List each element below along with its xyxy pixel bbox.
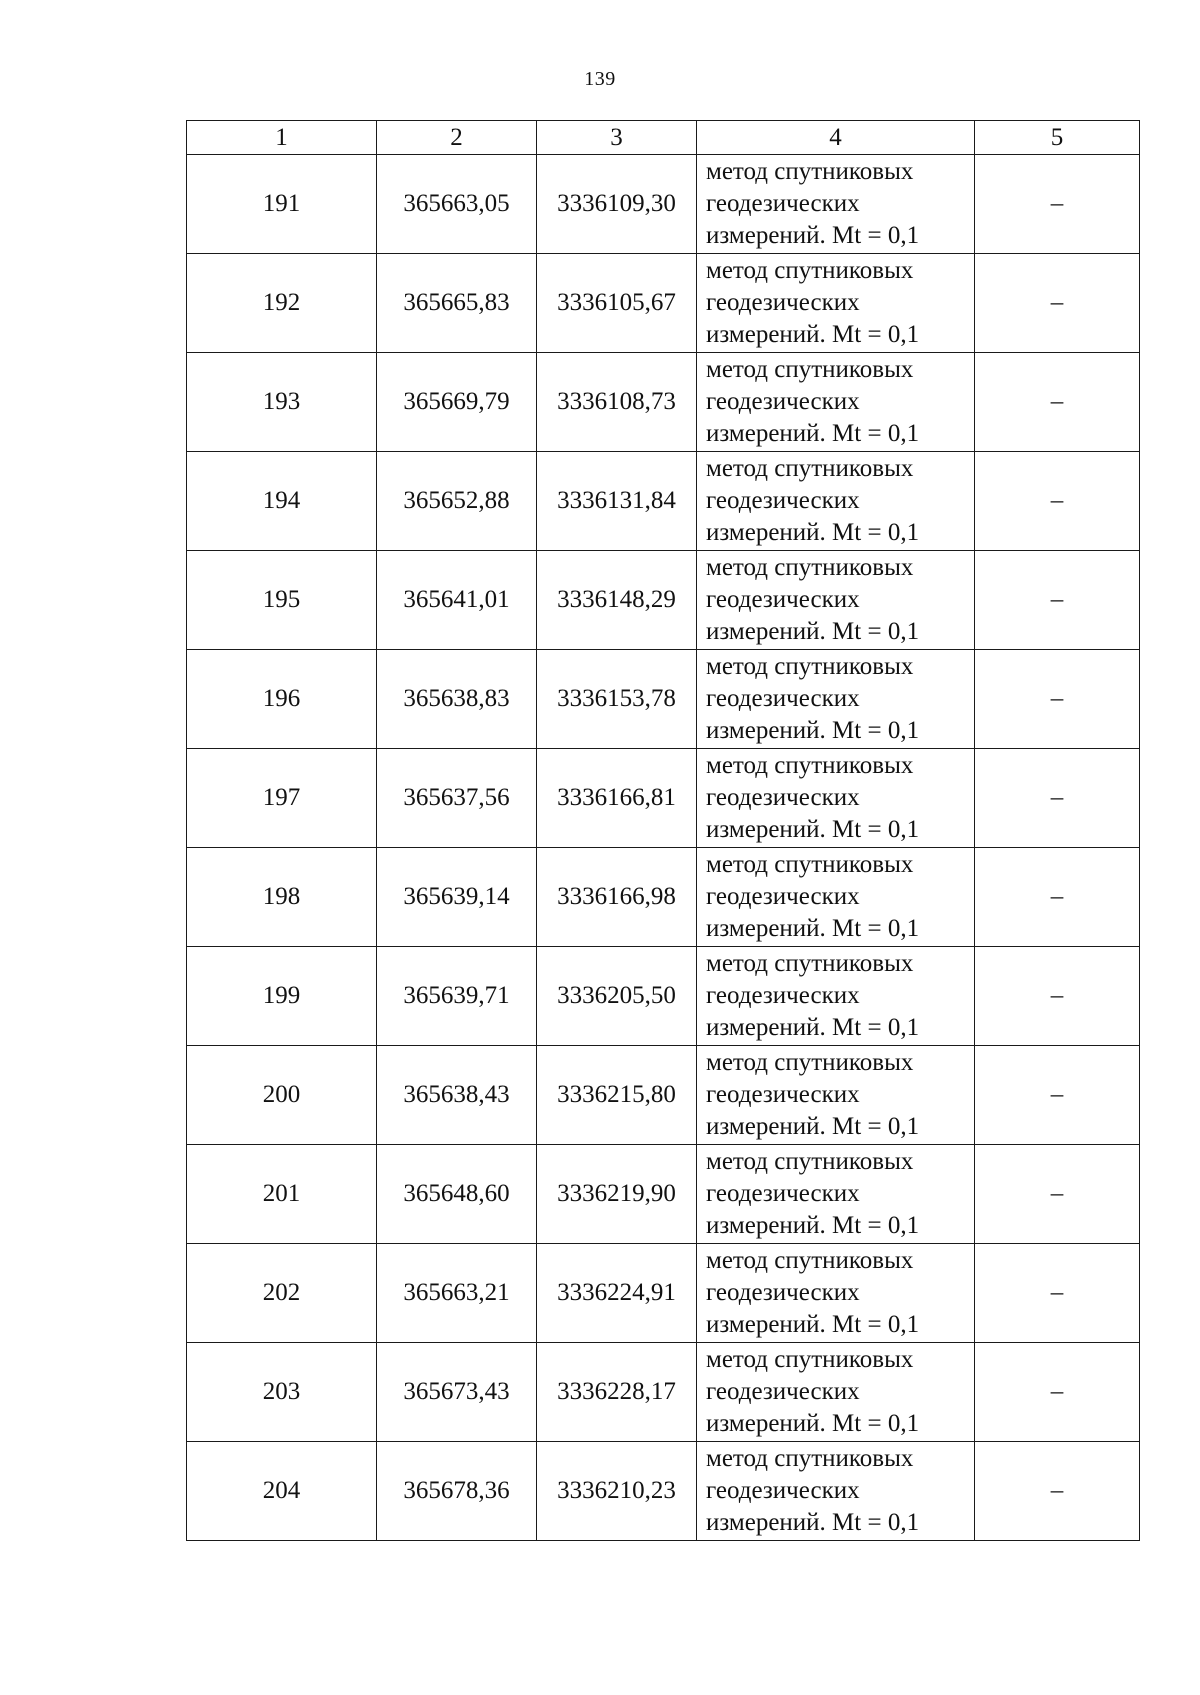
method-text-line-3: измерений. Mt = 0,1	[706, 618, 920, 645]
table-row	[187, 1046, 1140, 1145]
point-number-cell: 193	[187, 353, 377, 452]
method-text-line-2: геодезических	[706, 1477, 860, 1504]
method-text-line-1: метод спутниковых	[706, 653, 914, 680]
x-coordinate-cell: 365673,43	[377, 1343, 537, 1442]
method-cell	[697, 1244, 975, 1343]
y-coordinate-cell: 3336166,98	[537, 848, 697, 947]
x-coordinate-cell: 365638,43	[377, 1046, 537, 1145]
y-coordinate-cell: 3336215,80	[537, 1046, 697, 1145]
x-coordinate-cell: 365663,21	[377, 1244, 537, 1343]
y-coordinate-cell: 3336148,29	[537, 551, 697, 650]
method-text-line-1: метод спутниковых	[706, 1148, 914, 1175]
method-text-line-3: измерений. Mt = 0,1	[706, 717, 920, 744]
y-coordinate-cell: 3336228,17	[537, 1343, 697, 1442]
method-cell	[697, 650, 975, 749]
table-row	[187, 551, 1140, 650]
method-text-line-1: метод спутниковых	[706, 554, 914, 581]
x-coordinate-cell: 365663,05	[377, 155, 537, 254]
column-header-1: 1	[187, 121, 377, 155]
note-cell: –	[975, 452, 1140, 551]
method-text-line-3: измерений. Mt = 0,1	[706, 1410, 920, 1437]
table-row	[187, 1145, 1140, 1244]
y-coordinate-cell: 3336109,30	[537, 155, 697, 254]
note-cell: –	[975, 1145, 1140, 1244]
table-body	[187, 155, 1140, 1541]
table-row	[187, 353, 1140, 452]
method-cell	[697, 452, 975, 551]
note-cell: –	[975, 1442, 1140, 1541]
table-row	[187, 650, 1140, 749]
point-number-cell: 204	[187, 1442, 377, 1541]
method-text-line-1: метод спутниковых	[706, 356, 914, 383]
x-coordinate-cell: 365639,14	[377, 848, 537, 947]
method-cell	[697, 848, 975, 947]
method-text-line-2: геодезических	[706, 982, 860, 1009]
table-row	[187, 1343, 1140, 1442]
method-cell	[697, 1343, 975, 1442]
method-text-line-2: геодезических	[706, 1378, 860, 1405]
coordinates-table	[186, 120, 1140, 1541]
point-number-cell: 202	[187, 1244, 377, 1343]
method-cell	[697, 155, 975, 254]
y-coordinate-cell: 3336105,67	[537, 254, 697, 353]
method-text-line-1: метод спутниковых	[706, 257, 914, 284]
note-cell: –	[975, 650, 1140, 749]
point-number-cell: 197	[187, 749, 377, 848]
point-number-cell: 195	[187, 551, 377, 650]
y-coordinate-cell: 3336166,81	[537, 749, 697, 848]
y-coordinate-cell: 3336210,23	[537, 1442, 697, 1541]
x-coordinate-cell: 365648,60	[377, 1145, 537, 1244]
table-row	[187, 749, 1140, 848]
method-text-line-1: метод спутниковых	[706, 1247, 914, 1274]
table-row	[187, 848, 1140, 947]
note-cell: –	[975, 1244, 1140, 1343]
method-text-line-2: геодезических	[706, 190, 860, 217]
method-text-line-1: метод спутниковых	[706, 1346, 914, 1373]
table-row	[187, 155, 1140, 254]
table-row	[187, 1442, 1140, 1541]
method-text-line-1: метод спутниковых	[706, 851, 914, 878]
point-number-cell: 196	[187, 650, 377, 749]
point-number-cell: 199	[187, 947, 377, 1046]
x-coordinate-cell: 365641,01	[377, 551, 537, 650]
column-header-2: 2	[377, 121, 537, 155]
y-coordinate-cell: 3336153,78	[537, 650, 697, 749]
method-text-line-3: измерений. Mt = 0,1	[706, 519, 920, 546]
method-text-line-2: геодезических	[706, 685, 860, 712]
note-cell: –	[975, 155, 1140, 254]
method-cell	[697, 353, 975, 452]
x-coordinate-cell: 365639,71	[377, 947, 537, 1046]
method-text-line-1: метод спутниковых	[706, 1445, 914, 1472]
note-cell: –	[975, 1046, 1140, 1145]
method-cell	[697, 1442, 975, 1541]
table-row	[187, 452, 1140, 551]
note-cell: –	[975, 1343, 1140, 1442]
note-cell: –	[975, 848, 1140, 947]
method-text-line-3: измерений. Mt = 0,1	[706, 816, 920, 843]
column-header-5: 5	[975, 121, 1140, 155]
table-header-row	[187, 121, 1140, 155]
x-coordinate-cell: 365669,79	[377, 353, 537, 452]
method-text-line-2: геодезических	[706, 1180, 860, 1207]
method-text-line-3: измерений. Mt = 0,1	[706, 1509, 920, 1536]
method-cell	[697, 1046, 975, 1145]
method-text-line-3: измерений. Mt = 0,1	[706, 1014, 920, 1041]
method-text-line-2: геодезических	[706, 388, 860, 415]
method-text-line-3: измерений. Mt = 0,1	[706, 1113, 920, 1140]
note-cell: –	[975, 254, 1140, 353]
method-text-line-2: геодезических	[706, 784, 860, 811]
x-coordinate-cell: 365652,88	[377, 452, 537, 551]
y-coordinate-cell: 3336131,84	[537, 452, 697, 551]
note-cell: –	[975, 353, 1140, 452]
table-row	[187, 254, 1140, 353]
y-coordinate-cell: 3336108,73	[537, 353, 697, 452]
method-text-line-2: геодезических	[706, 1279, 860, 1306]
method-text-line-2: геодезических	[706, 487, 860, 514]
method-text-line-1: метод спутниковых	[706, 950, 914, 977]
point-number-cell: 191	[187, 155, 377, 254]
x-coordinate-cell: 365638,83	[377, 650, 537, 749]
method-text-line-2: геодезических	[706, 883, 860, 910]
y-coordinate-cell: 3336224,91	[537, 1244, 697, 1343]
x-coordinate-cell: 365665,83	[377, 254, 537, 353]
note-cell: –	[975, 947, 1140, 1046]
note-cell: –	[975, 551, 1140, 650]
method-cell	[697, 254, 975, 353]
point-number-cell: 198	[187, 848, 377, 947]
x-coordinate-cell: 365637,56	[377, 749, 537, 848]
method-text-line-3: измерений. Mt = 0,1	[706, 915, 920, 942]
method-text-line-2: геодезических	[706, 289, 860, 316]
method-text-line-3: измерений. Mt = 0,1	[706, 321, 920, 348]
method-text-line-2: геодезических	[706, 586, 860, 613]
method-text-line-1: метод спутниковых	[706, 752, 914, 779]
y-coordinate-cell: 3336219,90	[537, 1145, 697, 1244]
point-number-cell: 200	[187, 1046, 377, 1145]
table-row	[187, 947, 1140, 1046]
method-text-line-1: метод спутниковых	[706, 455, 914, 482]
method-cell	[697, 947, 975, 1046]
point-number-cell: 201	[187, 1145, 377, 1244]
note-cell: –	[975, 749, 1140, 848]
point-number-cell: 192	[187, 254, 377, 353]
page-number: 139	[584, 68, 616, 90]
table-row	[187, 1244, 1140, 1343]
column-header-3: 3	[537, 121, 697, 155]
method-cell	[697, 749, 975, 848]
method-text-line-1: метод спутниковых	[706, 1049, 914, 1076]
point-number-cell: 203	[187, 1343, 377, 1442]
point-number-cell: 194	[187, 452, 377, 551]
y-coordinate-cell: 3336205,50	[537, 947, 697, 1046]
column-header-4: 4	[697, 121, 975, 155]
method-text-line-3: измерений. Mt = 0,1	[706, 1212, 920, 1239]
method-text-line-2: геодезических	[706, 1081, 860, 1108]
x-coordinate-cell: 365678,36	[377, 1442, 537, 1541]
method-cell	[697, 551, 975, 650]
method-text-line-3: измерений. Mt = 0,1	[706, 222, 920, 249]
method-text-line-3: измерений. Mt = 0,1	[706, 420, 920, 447]
method-text-line-1: метод спутниковых	[706, 158, 914, 185]
method-cell	[697, 1145, 975, 1244]
method-text-line-3: измерений. Mt = 0,1	[706, 1311, 920, 1338]
